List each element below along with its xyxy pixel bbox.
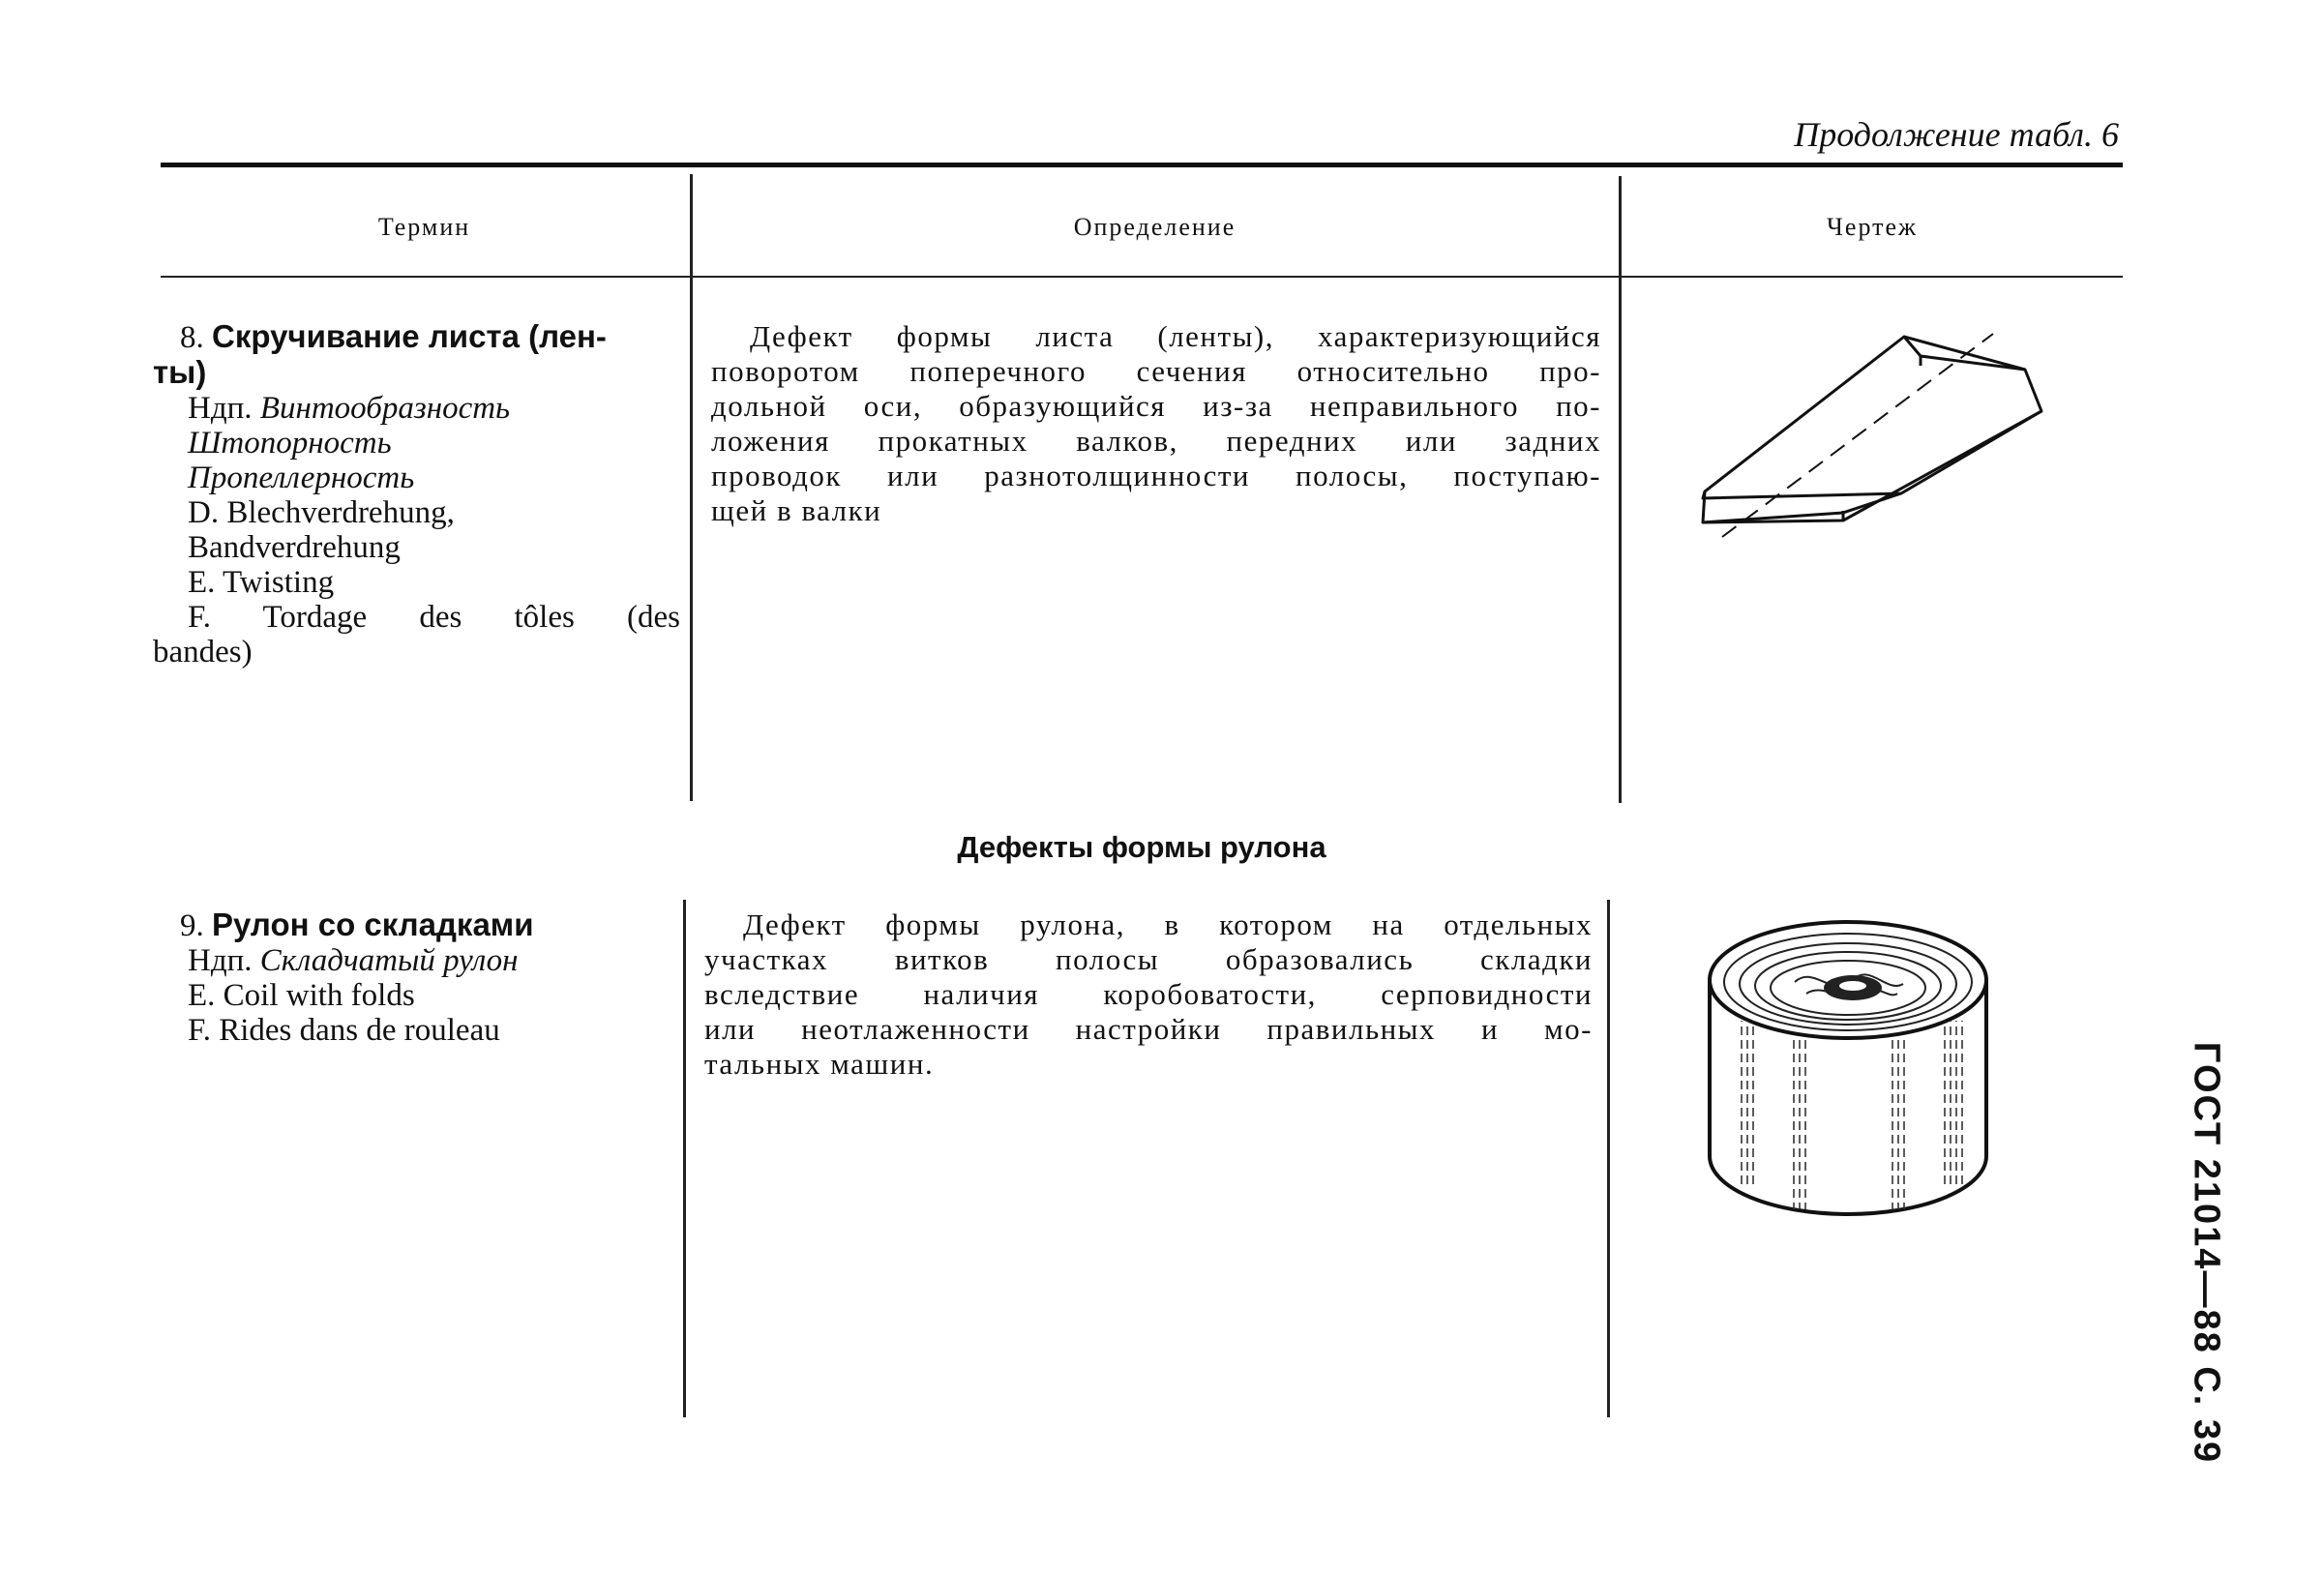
term-title: Рулон со складками — [212, 907, 534, 942]
section-title: Дефекты формы рулона — [957, 830, 1326, 864]
twisted-strip-drawing — [1683, 319, 2071, 551]
term-de: D. Blechverdrehung, — [188, 495, 455, 530]
column-divider — [690, 174, 693, 801]
column-divider — [683, 900, 686, 1417]
ndp-prefix: Ндп. — [188, 943, 253, 978]
definition-line: поворотом поперечного сечения относительно про- — [711, 354, 1601, 388]
definition-line: или неотлаженности настройки правильных и мо- — [704, 1012, 1593, 1046]
strip-edge — [1703, 411, 2041, 522]
term-cell — [153, 319, 680, 669]
definition-line: щей в валки — [711, 493, 882, 527]
definition-line: Дефект формы рулона, в котором на отдельных — [743, 907, 1593, 941]
header-rule — [161, 276, 2123, 278]
definition-line: вследствие наличия коробоватости, серповидности — [704, 977, 1593, 1011]
term-cell — [153, 907, 680, 1048]
coil-folds-hatching — [1888, 1035, 1905, 1209]
top-rule — [161, 163, 2123, 167]
entry-number: 9. — [180, 908, 204, 943]
column-header-definition: Определение — [1073, 213, 1236, 241]
definition-line: участках витков полосы образовались складки — [704, 942, 1593, 976]
ndp-term: Штопорность — [188, 426, 392, 461]
definition-line: дольной оси, образующийся из-за неправильного по- — [711, 389, 1601, 423]
term-title: Скручивание листа (лен- — [212, 318, 607, 354]
term-fr-cont: bandes) — [153, 635, 253, 669]
column-divider — [1607, 900, 1610, 1417]
continuation-label: Продолжение табл. 6 — [1794, 115, 2119, 154]
term-fr: F. Tordage des tôles (des — [188, 600, 680, 635]
ndp-term: Пропеллерность — [188, 461, 415, 495]
ndp-term: Винтообразность — [259, 391, 511, 426]
definition-line: тальных машин. — [704, 1047, 935, 1081]
definition-cell — [711, 319, 1601, 528]
term-fr: F. Rides dans de rouleau — [188, 1013, 500, 1048]
definition-line: проводок или разнотолщинности полосы, поступаю- — [711, 459, 1601, 492]
term-en: E. Coil with folds — [188, 978, 415, 1013]
coil-folds-hatching — [1791, 1035, 1808, 1209]
column-divider — [1619, 176, 1622, 803]
term-de-cont: Bandverdrehung — [188, 530, 401, 565]
document-code — [2158, 1041, 2254, 1465]
coil-center-hole — [1839, 981, 1866, 991]
document-code-text: ГОСТ 21014—88 С. 39 — [2186, 1041, 2227, 1465]
column-header-drawing: Чертеж — [1827, 213, 1918, 241]
entry-number: 8. — [180, 320, 204, 355]
coil-with-folds-drawing — [1698, 905, 1998, 1234]
coil-folds-hatching — [1942, 1021, 1963, 1185]
coil-folds-hatching — [1737, 1021, 1758, 1185]
term-title-cont: ты) — [153, 354, 207, 390]
ndp-term: Складчатый рулон — [259, 943, 519, 978]
definition-line: ложения прокатных валков, передних или задних — [711, 424, 1601, 458]
strip-outline — [1703, 337, 2041, 498]
ndp-prefix: Ндп. — [188, 391, 253, 426]
term-en: E. Twisting — [188, 565, 335, 600]
definition-line: Дефект формы листа (ленты), характеризующийся — [750, 319, 1601, 353]
column-header-term: Термин — [377, 213, 471, 241]
definition-cell — [704, 907, 1593, 1082]
